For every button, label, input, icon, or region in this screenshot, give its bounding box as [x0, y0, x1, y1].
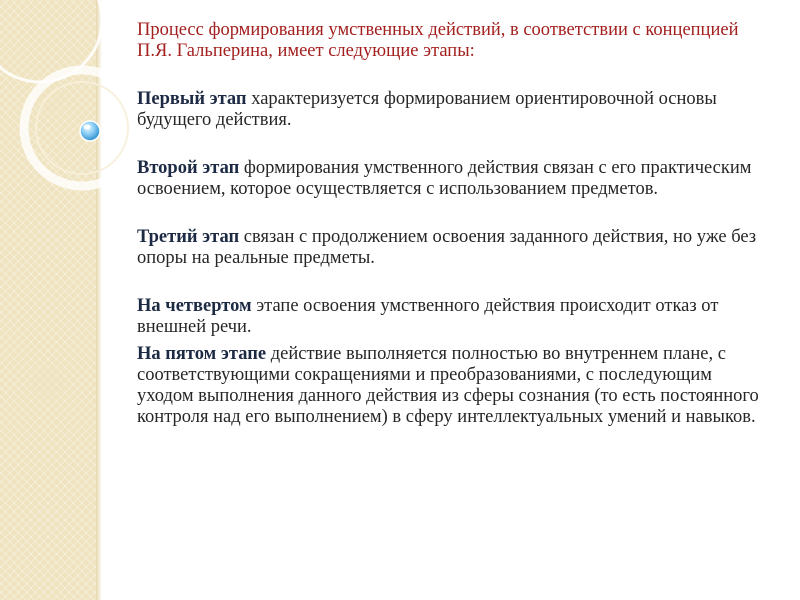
stage-1-lead: Первый этап: [137, 89, 247, 109]
slide-intro: Процесс формирования умственных действий, в соответствии с концепцией П.Я. Гальперина, имеет следующие этапы:: [137, 20, 739, 61]
stage-1-text: характеризуется формированием ориентировочной основы будущего действия.: [137, 89, 717, 130]
bubble-icon: [80, 121, 100, 141]
slide-content: [137, 20, 767, 455]
stage-4-lead: На четвертом: [137, 296, 252, 316]
stage-5-lead: На пятом этапе: [137, 344, 267, 364]
stage-5-text: действие выполняется полностью во внутреннем плане, с соответствующими сокращениями и преобразованиями, с последующим уходом выполнения данного действия из сферы сознания (то есть постоянного контроля над его выполнением) в сферу интеллектуальных умений и навыков.: [137, 344, 759, 427]
stage-3-text: связан с продолжением освоения заданного действия, но уже без опоры на реальные предметы.: [137, 227, 757, 268]
ring-decoration-icon: [0, 0, 160, 240]
stage-2-paragraph: [137, 158, 767, 200]
stage-4-paragraph: [137, 296, 767, 338]
stage-2-lead: Второй этап: [137, 158, 240, 178]
stage-1-paragraph: [137, 89, 767, 131]
stage-2-text: формирования умственного действия связан с его практическим освоением, которое осуществляется с использованием предметов.: [137, 158, 752, 199]
stage-3-lead: Третий этап: [137, 227, 240, 247]
stage-5-paragraph: [137, 344, 767, 428]
stage-3-paragraph: [137, 227, 767, 269]
stage-4-text: этапе освоения умственного действия происходит отказ от внешней речи.: [137, 296, 719, 337]
